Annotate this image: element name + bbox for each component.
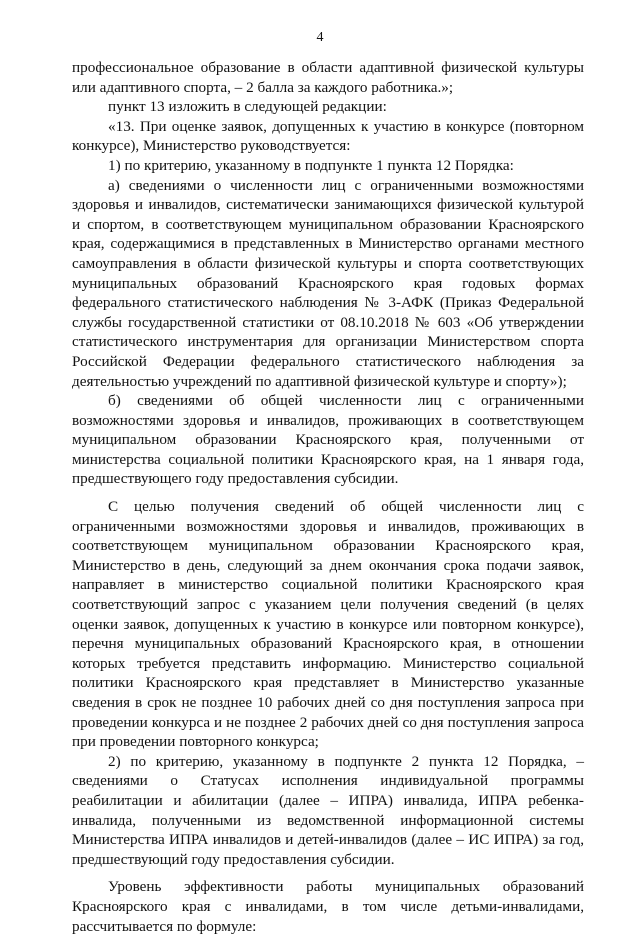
paragraph-7: С целью получения сведений об общей численности лиц с ограниченными возможностями здоровья и инвалидов, проживающих в соответствующем муниципальном образовании Красноярского края, Министерство в день, следующий за днем окончания срока подачи заявок, направляет в министерство социальной политики Красноярского края соответствующий запрос с указанием цели получения сведений (в целях оценки заявок, допущенных к участию в конкурсе или повторном конкурсе), перечня муниципальных образований Красноярского края, в отношении которых требуется представить информацию. Министерство социальной политики Красноярского края представляет в Министерство указанные сведения в срок не позднее 10 рабочих дней со дня поступления запроса при проведении конкурса и не позднее 2 рабочих дней со дня поступления запроса при проведении повторного конкурса; (72, 498, 584, 751)
paragraph-8: 2) по критерию, указанному в подпункте 2 пункта 12 Порядка, – сведениями о Статусах исполнения индивидуальной программы реабилитации и абилитации (далее – ИПРА) инвалида, ИПРА ребенка-инвалида, полученными из ведомственной информационной системы Министерства ИПРА инвалидов и детей-инвалидов (далее – ИС ИПРА) за год, предшествующий году предоставления субсидии. (72, 752, 584, 868)
page-number: 4 (316, 30, 324, 45)
document-body (72, 58, 584, 936)
paragraph-4: 1) по критерию, указанному в подпункте 1 пункта 12 Порядка: (108, 156, 514, 174)
paragraph-6: б) сведениями об общей численности лиц с ограниченными возможностями здоровья и инвалидов, проживающих в соответствующем муниципальном образовании Красноярского края, полученными от министерства социальной политики Красноярского края, на 1 января года, предшествующего году предоставления субсидии. (72, 392, 584, 488)
paragraph-9: Уровень эффективности работы муниципальных образований Красноярского края с инвалидами, в том числе детьми-инвалидами, рассчитывается по формуле: (72, 878, 584, 935)
paragraph-2: пункт 13 изложить в следующей редакции: (108, 98, 387, 116)
paragraph-1: профессиональное образование в области адаптивной физической культуры или адаптивного спорта, – 2 балла за каждого работника.»; (72, 59, 584, 96)
paragraph-5: а) сведениями о численности лиц с ограниченными возможностями здоровья и инвалидов, систематически занимающихся физической культурой и спортом, в соответствующем муниципальном образовании Красноярского края, содержащимися в представленных в Министерство органами местного самоуправления в области физической культуры и спорта соответствующих муниципальных образований Красноярского края годовых формах федерального статистического наблюдения № 3-АФК (Приказ Федеральной службы государственной статистики от 08.10.2018 № 603 «Об утверждении статистического инструментария для организации Министерством спорта Российской Федерации федерального статистического наблюдения за деятельностью учреждений по адаптивной физической культуре и спорту»); (72, 176, 584, 390)
paragraph-3: «13. При оценке заявок, допущенных к участию в конкурсе (повторном конкурсе), Министерство руководствуется: (72, 117, 584, 155)
